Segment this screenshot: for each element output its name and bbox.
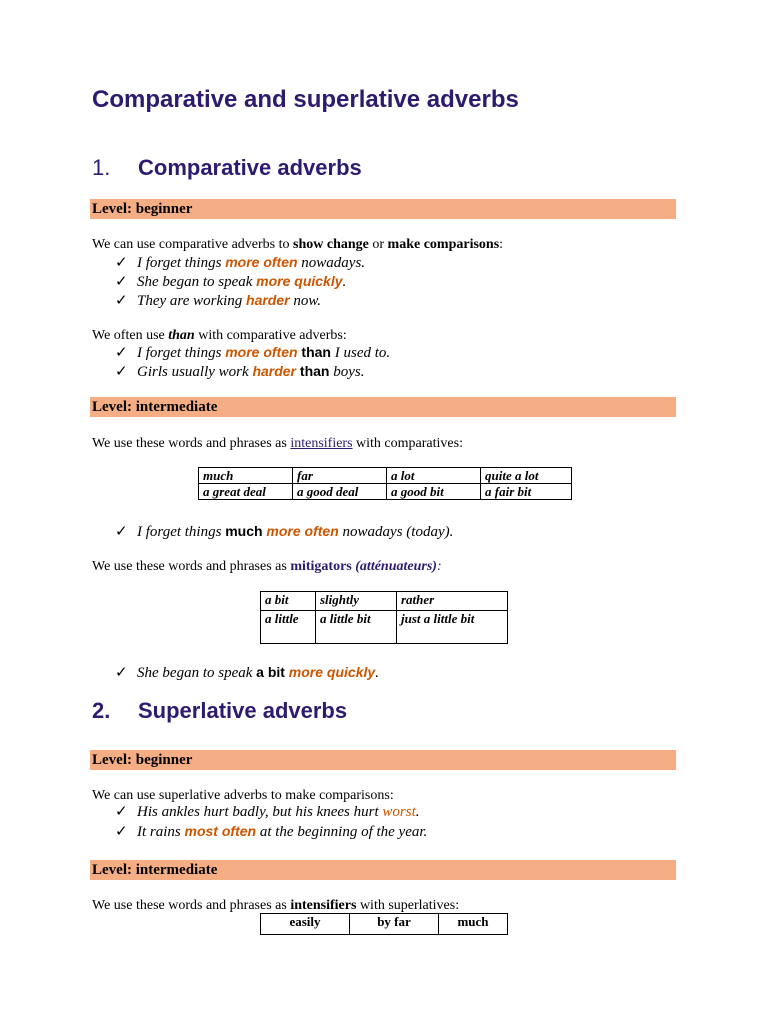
- intensifiers-paragraph: [92, 435, 463, 452]
- example-text: .: [415, 804, 420, 820]
- highlight-text: more often: [262, 523, 339, 539]
- page-title: Comparative and superlative adverbs: [92, 86, 519, 113]
- bold-text: a bit: [256, 664, 285, 680]
- table-row: [199, 468, 572, 484]
- section-title: Comparative adverbs: [138, 155, 362, 180]
- check-icon: ✓: [115, 293, 128, 309]
- example-text: She began to speak: [137, 274, 257, 290]
- example-text: I used to.: [331, 345, 391, 361]
- section-title: Superlative adverbs: [138, 698, 348, 723]
- level-bar-intermediate: Level: intermediate: [90, 397, 676, 417]
- table-cell: by far: [350, 914, 439, 935]
- example-text: boys.: [329, 364, 365, 380]
- table-cell: quite a lot: [481, 468, 572, 484]
- table-row: [261, 611, 508, 644]
- bold-text: than: [297, 344, 331, 360]
- highlight-text: more often: [225, 344, 298, 360]
- example-text: nowadays (today).: [338, 524, 454, 540]
- intro-paragraph: [92, 236, 503, 253]
- example-text: .: [342, 274, 347, 290]
- check-icon: ✓: [115, 274, 128, 290]
- intensifiers-table: [198, 467, 572, 500]
- check-icon: ✓: [115, 665, 128, 681]
- check-icon: ✓: [115, 364, 128, 380]
- example-text: I forget things: [137, 255, 226, 271]
- table-cell: a great deal: [199, 484, 293, 500]
- example-item: [115, 822, 427, 842]
- example-text: I forget things: [137, 524, 226, 540]
- example-item: [115, 253, 365, 273]
- bold-text: much: [225, 523, 263, 539]
- check-icon: ✓: [115, 524, 128, 540]
- table-cell: a good deal: [293, 484, 387, 500]
- highlight-text: worst: [382, 804, 416, 820]
- bold-text: mitigators: [290, 559, 352, 574]
- example-text: Girls usually work: [137, 364, 253, 380]
- table-row: [261, 914, 508, 935]
- example-item: [115, 343, 390, 363]
- table-cell: a little bit: [316, 611, 397, 644]
- example-item: [115, 272, 346, 292]
- superlative-intensifiers-table: [260, 913, 508, 935]
- example-item: [115, 522, 453, 542]
- table-row: [261, 592, 508, 611]
- table-cell: much: [199, 468, 293, 484]
- example-item: [115, 663, 379, 683]
- superlative-intro: We can use superlative adverbs to make comparisons:: [92, 788, 394, 803]
- text: or: [368, 237, 388, 252]
- example-text: It rains: [137, 824, 185, 840]
- italic-text: (atténuateurs): [351, 559, 437, 574]
- table-cell: slightly: [316, 592, 397, 611]
- text: with comparatives:: [352, 436, 463, 451]
- section-number: 1.: [92, 155, 111, 180]
- highlight-text: more quickly: [284, 664, 376, 680]
- text: We can use comparative adverbs to: [92, 237, 294, 252]
- level-bar-intermediate: Level: intermediate: [90, 860, 676, 880]
- mitigators-paragraph: [92, 558, 442, 575]
- section-heading-comparative: [92, 155, 362, 181]
- mitigators-table: [260, 591, 508, 644]
- example-item: [115, 362, 364, 382]
- highlight-text: more quickly: [256, 273, 343, 289]
- level-bar-beginner: Level: beginner: [90, 750, 676, 770]
- example-text: at the beginning of the year.: [256, 824, 428, 840]
- intensifiers-link[interactable]: intensifiers: [290, 436, 353, 451]
- table-cell: rather: [397, 592, 508, 611]
- text: We use these words and phrases as: [92, 898, 291, 913]
- check-icon: ✓: [115, 345, 128, 361]
- text: We use these words and phrases as: [92, 436, 291, 451]
- bold-text: than: [168, 328, 195, 343]
- superlative-intensifiers-paragraph: [92, 897, 459, 914]
- table-cell: just a little bit: [397, 611, 508, 644]
- example-text: I forget things: [137, 345, 226, 361]
- text: :: [436, 559, 442, 574]
- table-cell: a bit: [261, 592, 316, 611]
- check-icon: ✓: [115, 804, 128, 820]
- table-cell: a lot: [387, 468, 481, 484]
- section-heading-superlative: [92, 698, 347, 724]
- level-bar-beginner: Level: beginner: [90, 199, 676, 219]
- bold-text: make comparisons: [387, 237, 500, 252]
- example-text: nowadays.: [297, 255, 366, 271]
- text: We use these words and phrases as: [92, 559, 291, 574]
- bold-text: show change: [293, 237, 369, 252]
- highlight-text: harder: [252, 363, 297, 379]
- bold-text: than: [296, 363, 330, 379]
- table-row: [199, 484, 572, 500]
- highlight-text: more often: [225, 254, 298, 270]
- table-cell: easily: [261, 914, 350, 935]
- bold-text: intensifiers: [290, 898, 357, 913]
- text: We often use: [92, 328, 169, 343]
- text: with superlatives:: [356, 898, 460, 913]
- highlight-text: harder: [246, 292, 290, 308]
- example-text: They are working: [137, 293, 247, 309]
- table-cell: a fair bit: [481, 484, 572, 500]
- example-text: His ankles hurt badly, but his knees hurt: [137, 804, 383, 820]
- check-icon: ✓: [115, 824, 128, 840]
- example-item: [115, 803, 420, 822]
- section-number: 2.: [92, 698, 111, 723]
- table-cell: a little: [261, 611, 316, 644]
- example-text: .: [375, 665, 379, 681]
- example-text: now.: [289, 293, 321, 309]
- text: :: [499, 237, 504, 252]
- example-item: [115, 291, 321, 311]
- highlight-text: most often: [184, 823, 257, 839]
- text: with comparative adverbs:: [194, 328, 347, 343]
- than-paragraph: [92, 327, 347, 344]
- table-cell: much: [439, 914, 508, 935]
- table-cell: a good bit: [387, 484, 481, 500]
- example-text: She began to speak: [137, 665, 257, 681]
- table-cell: far: [293, 468, 387, 484]
- check-icon: ✓: [115, 255, 128, 271]
